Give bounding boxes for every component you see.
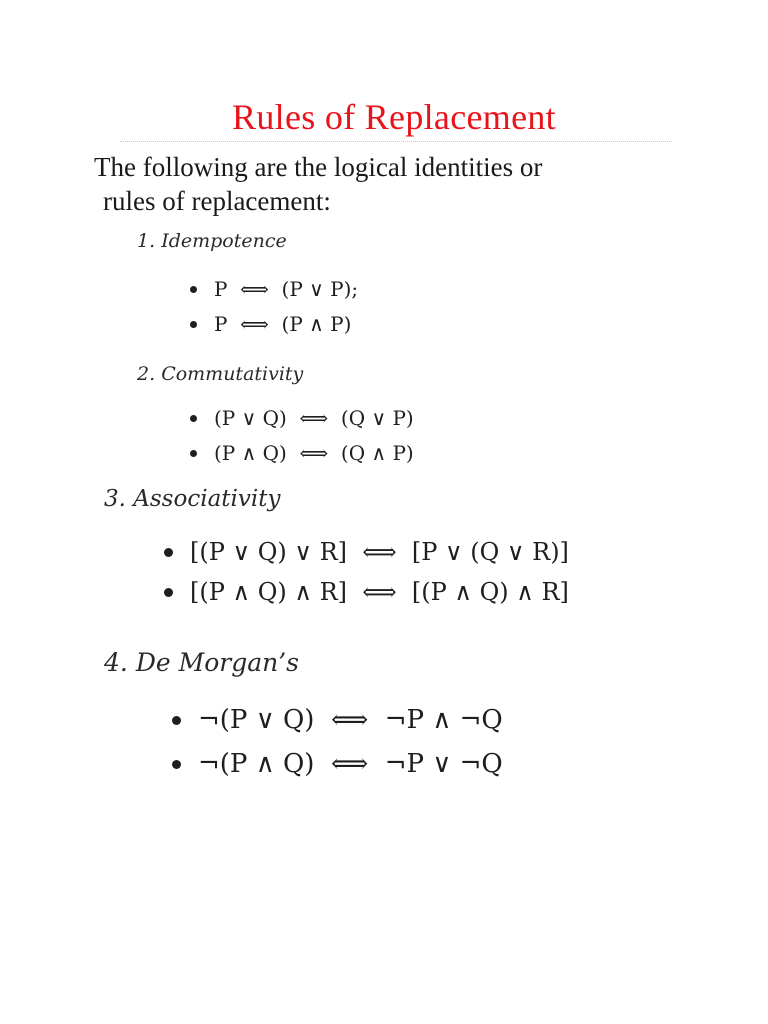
section-heading-de-morgans xyxy=(104,648,299,677)
list-item xyxy=(164,532,569,572)
bullet-icon xyxy=(190,286,197,293)
formula-list-idempotence xyxy=(190,272,358,342)
bullet-icon xyxy=(190,321,197,328)
section-heading-idempotence xyxy=(137,230,287,252)
section-name: Associativity xyxy=(133,486,281,512)
formula: P ⟺ (P ∨ P); xyxy=(214,277,359,301)
section-heading-associativity xyxy=(104,486,280,512)
section-number: 4. xyxy=(104,648,128,677)
section-name: De Morgan’s xyxy=(135,648,299,677)
list-item xyxy=(190,307,358,342)
list-item xyxy=(172,742,503,786)
formula: (P ∨ Q) ⟺ (Q ∨ P) xyxy=(214,406,414,430)
intro-paragraph xyxy=(94,150,694,218)
formula-list-de-morgans xyxy=(172,698,503,786)
section-name: Commutativity xyxy=(161,363,304,385)
formula: [(P ∨ Q) ∨ R] ⟺ [P ∨ (Q ∨ R)] xyxy=(190,538,569,566)
formula-list-commutativity xyxy=(190,401,414,471)
formula: P ⟺ (P ∧ P) xyxy=(214,312,352,336)
intro-line-2: rules of replacement: xyxy=(103,186,331,216)
list-item xyxy=(190,436,414,471)
formula-list-associativity xyxy=(164,532,569,612)
list-item xyxy=(164,572,569,612)
list-item xyxy=(190,401,414,436)
section-number: 1. xyxy=(137,230,156,252)
title-divider xyxy=(120,141,672,142)
list-item xyxy=(172,698,503,742)
bullet-icon xyxy=(190,415,197,422)
formula: ¬(P ∨ Q) ⟺ ¬P ∧ ¬Q xyxy=(198,705,503,735)
bullet-icon xyxy=(164,548,173,557)
bullet-icon xyxy=(172,716,181,725)
list-item xyxy=(190,272,358,307)
bullet-icon xyxy=(164,588,173,597)
section-heading-commutativity xyxy=(137,363,303,385)
section-number: 2. xyxy=(137,363,156,385)
formula: (P ∧ Q) ⟺ (Q ∧ P) xyxy=(214,441,414,465)
section-number: 3. xyxy=(104,486,126,512)
bullet-icon xyxy=(172,760,181,769)
formula: [(P ∧ Q) ∧ R] ⟺ [(P ∧ Q) ∧ R] xyxy=(190,578,569,606)
page-title: Rules of Replacement xyxy=(232,97,556,137)
bullet-icon xyxy=(190,450,197,457)
section-name: Idempotence xyxy=(161,230,287,252)
intro-line-1: The following are the logical identities or xyxy=(94,152,543,182)
formula: ¬(P ∧ Q) ⟺ ¬P ∨ ¬Q xyxy=(198,749,503,779)
